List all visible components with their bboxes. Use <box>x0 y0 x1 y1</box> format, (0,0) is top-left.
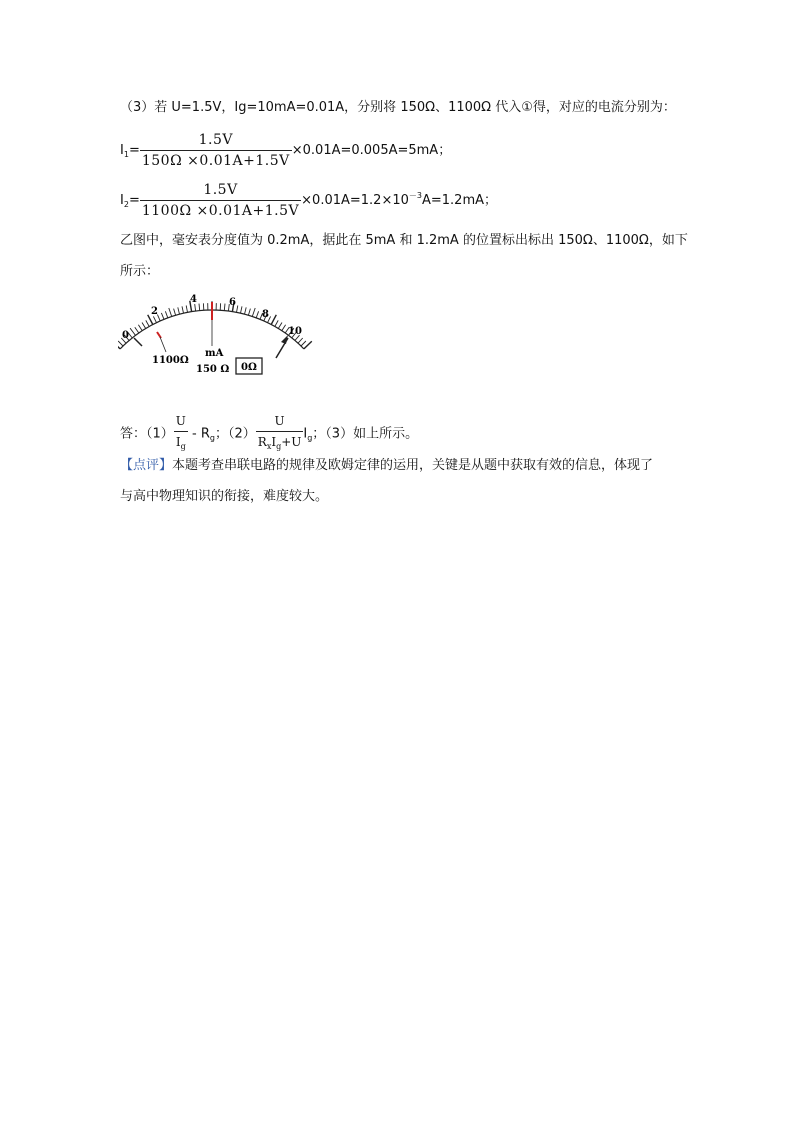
scale-label-0: 0 <box>122 330 129 341</box>
answer-ig: I <box>303 426 308 442</box>
comment-tag: 【点评】 <box>120 458 173 473</box>
scale-tick <box>195 304 196 311</box>
unit-label: mA <box>205 348 224 359</box>
scale-paragraph-line2 <box>120 263 159 281</box>
eq1-lhs-sub: 1 <box>123 150 129 159</box>
scale-tick <box>186 306 187 313</box>
label-150-ohm: 150 Ω <box>196 364 230 375</box>
scale-tick <box>241 306 243 313</box>
comment-line1 <box>120 457 653 475</box>
scale-tick <box>118 341 123 346</box>
eq1-numerator: 1.5V <box>198 132 233 148</box>
label-1100-ohm: 1100Ω <box>152 355 189 366</box>
scale-tick <box>146 320 149 326</box>
eq2-fraction <box>140 181 301 220</box>
comment-text1: 本题考查串联电路的规律及欧姆定律的运用，关键是从题中获取有效的信息，体现了 <box>172 458 654 473</box>
scale-tick <box>298 338 303 343</box>
scale-tick <box>142 323 146 329</box>
comment-text2: 与高中物理知识的衔接，难度较大。 <box>120 489 329 504</box>
answer-fraction-2 <box>256 412 304 456</box>
answer-line <box>120 412 418 456</box>
scale-label-10: 10 <box>288 326 302 337</box>
scale-label-6: 6 <box>229 297 236 308</box>
answer-ig-sub: g <box>307 433 313 443</box>
scale-tick <box>248 309 250 316</box>
scale-tick <box>252 308 255 317</box>
scale-tick <box>245 307 247 314</box>
answer-f2-den-tail: +U <box>281 435 302 449</box>
answer-prefix: 答：（1） <box>120 426 174 442</box>
scale-tick <box>182 306 184 313</box>
eq1-fraction <box>140 131 292 170</box>
equation-i1 <box>120 131 451 170</box>
scale-tick <box>237 306 238 313</box>
equation-i2 <box>120 181 497 220</box>
zero-ohm-label: 0Ω <box>241 362 257 373</box>
eq1-equals: = <box>128 143 140 158</box>
scale-tick <box>138 325 142 331</box>
eq2-lhs: I <box>120 193 124 208</box>
meter-left-leg <box>134 338 142 346</box>
eq2-equals: = <box>128 193 140 208</box>
comment-line2 <box>120 488 328 506</box>
scale-tick <box>301 341 306 346</box>
scale-tick <box>256 311 258 318</box>
eq1-rhs: ×0.01A=0.005A=5mA； <box>291 143 452 158</box>
answer-f2-den-r: R <box>257 435 267 449</box>
arrow-head-icon <box>281 335 288 344</box>
answer-f2-denominator <box>256 431 304 456</box>
answer-f2-numerator: U <box>274 414 285 428</box>
scale-tick <box>199 304 200 311</box>
answer-f1-numerator: U <box>175 414 186 428</box>
eq1-lhs: I <box>120 143 124 158</box>
scale-label-8: 8 <box>262 309 269 320</box>
scale-tick <box>224 304 225 311</box>
eq2-lhs-sub: 2 <box>123 200 129 209</box>
answer-f2-den-rsub: x <box>266 442 272 451</box>
ammeter-figure <box>118 288 318 380</box>
scale-label-2: 2 <box>151 306 158 317</box>
intro-paragraph <box>120 99 676 117</box>
answer-f1-denominator <box>174 431 188 456</box>
answer-f2-den-isub: g <box>276 442 282 451</box>
scale-tick <box>282 325 286 331</box>
answer-fraction-1 <box>174 412 188 456</box>
eq2-rhs: ×0.01A=1.2×10 <box>301 193 409 208</box>
eq2-denominator: 1100Ω ×0.01A+1.5V <box>140 200 301 220</box>
answer-part3: ；（3）如上所示。 <box>312 426 419 442</box>
eq2-exponent: －3 <box>408 191 422 200</box>
scale-tick <box>174 309 176 316</box>
answer-f1-den-i: I <box>175 435 181 449</box>
answer-minus-r: - R <box>187 426 210 442</box>
scale-tick <box>161 313 164 319</box>
scale-tick <box>165 311 167 318</box>
scale-tick <box>153 316 156 322</box>
answer-f1-den-sub: g <box>180 442 186 451</box>
scale-tick <box>278 323 282 329</box>
scale-tick <box>135 327 139 333</box>
scale-paragraph-line1 <box>120 232 688 250</box>
answer-r-sub: g <box>209 433 215 443</box>
eq2-rhs-end: A=1.2mA； <box>421 193 498 208</box>
intro-text: （3）若 U=1.5V，Ig=10mA=0.01A，分别将 150Ω、1100Ω 代入①得，对应的电流分别为： <box>120 100 676 115</box>
scale-tick <box>271 315 276 325</box>
scale-tick <box>178 307 180 314</box>
scale-tick <box>275 320 278 326</box>
scale-paragraph-text1: 乙图中，毫安表分度值为 0.2mA，据此在 5mA 和 1.2mA 的位置标出标出 150Ω、1100Ω，如下 <box>120 233 688 248</box>
answer-part2-prefix: ；（2） <box>214 426 256 442</box>
eq1-denominator: 150Ω ×0.01A+1.5V <box>140 150 292 170</box>
answer-f2-den-i: I <box>271 435 277 449</box>
scale-label-4: 4 <box>190 294 197 305</box>
scale-tick <box>130 328 135 335</box>
scale-tick <box>169 308 172 317</box>
scale-paragraph-text2: 所示： <box>120 264 160 279</box>
marker-1100-pointer <box>160 337 166 352</box>
eq2-numerator: 1.5V <box>203 182 238 198</box>
